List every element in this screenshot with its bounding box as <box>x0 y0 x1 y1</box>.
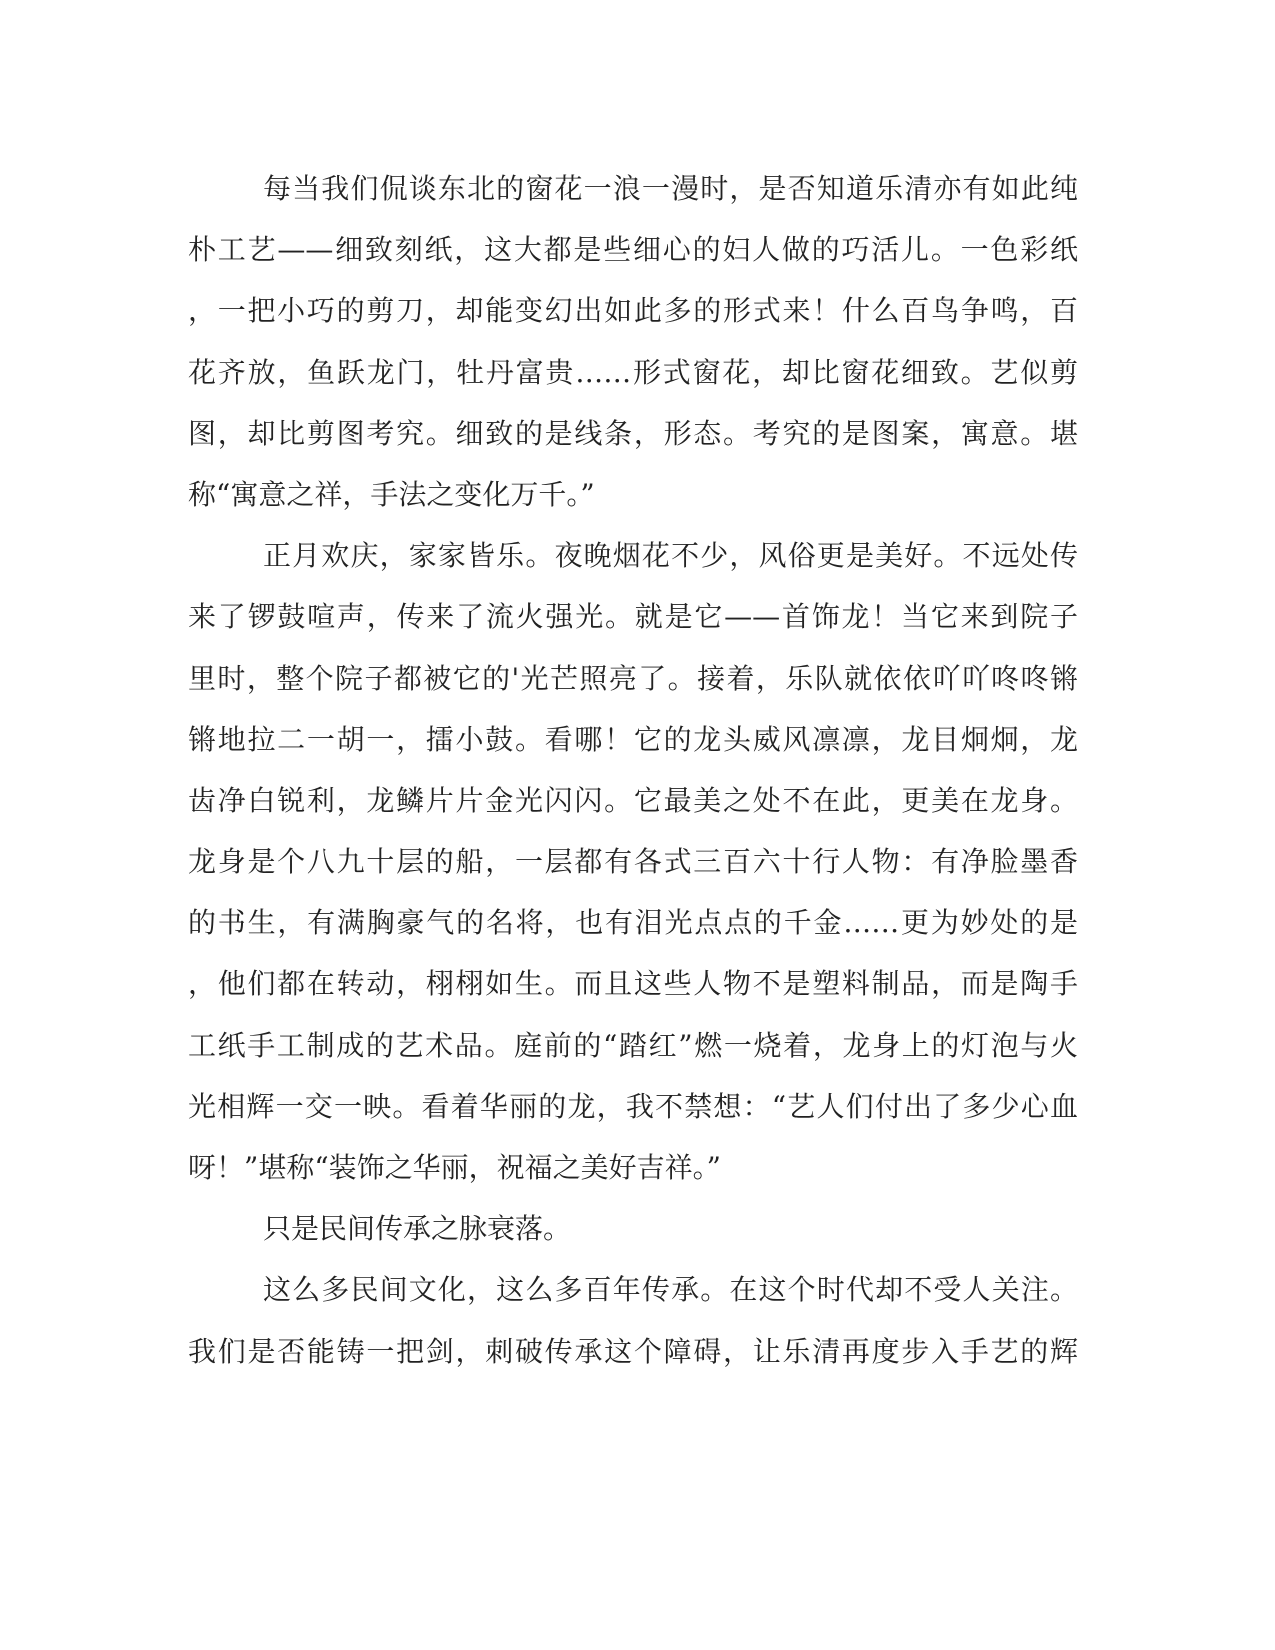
text-line: ，一把小巧的剪刀，却能变幻出如此多的形式来！什么百鸟争鸣，百 <box>188 294 1078 328</box>
text-line: 的书生，有满胸豪气的名将，也有泪光点点的千金……更为妙处的是 <box>188 906 1078 940</box>
text-line: 龙身是个八九十层的船，一层都有各式三百六十行人物：有净脸墨香 <box>188 845 1078 879</box>
text-line: 朴工艺——细致刻纸，这大都是些细心的妇人做的巧活儿。一色彩纸 <box>188 233 1078 267</box>
text-line: 正月欢庆，家家皆乐。夜晚烟花不少，风俗更是美好。不远处传 <box>263 539 1078 573</box>
text-line: 来了锣鼓喧声，传来了流火强光。就是它——首饰龙！当它来到院子 <box>188 600 1078 634</box>
text-line: 我们是否能铸一把剑，刺破传承这个障碍，让乐清再度步入手艺的辉 <box>188 1334 1078 1368</box>
text-line: 花齐放，鱼跃龙门，牡丹富贵……形式窗花，却比窗花细致。艺似剪 <box>188 355 1078 389</box>
text-line: 称“寓意之祥，手法之变化万千。” <box>188 477 595 511</box>
text-line: 锵地拉二一胡一，擂小鼓。看哪！它的龙头威风凛凛，龙目炯炯，龙 <box>188 722 1078 756</box>
text-line: 每当我们侃谈东北的窗花一浪一漫时，是否知道乐清亦有如此纯 <box>263 172 1078 205</box>
text-line: 呀！”堪称“装饰之华丽，祝福之美好吉祥。” <box>188 1151 721 1184</box>
text-line: ，他们都在转动，栩栩如生。而且这些人物不是塑料制品，而是陶手 <box>188 967 1078 1001</box>
text-line: 这么多民间文化，这么多百年传承。在这个时代却不受人关注。 <box>263 1273 1078 1307</box>
body-text <box>188 158 1078 1382</box>
text-line: 里时，整个院子都被它的'光芒照亮了。接着，乐队就依依吖吖咚咚锵 <box>188 661 1078 695</box>
text-line: 只是民间传承之脉衰落。 <box>263 1212 572 1246</box>
text-line: 齿净白锐利，龙鳞片片金光闪闪。它最美之处不在此，更美在龙身。 <box>188 783 1078 817</box>
text-line: 工纸手工制成的艺术品。庭前的“踏红”燃一烧着，龙身上的灯泡与火 <box>188 1028 1078 1062</box>
text-line: 光相辉一交一映。看着华丽的龙，我不禁想：“艺人们付出了多少心血 <box>188 1089 1078 1123</box>
text-line: 图，却比剪图考究。细致的是线条，形态。考究的是图案，寓意。堪 <box>188 416 1078 450</box>
